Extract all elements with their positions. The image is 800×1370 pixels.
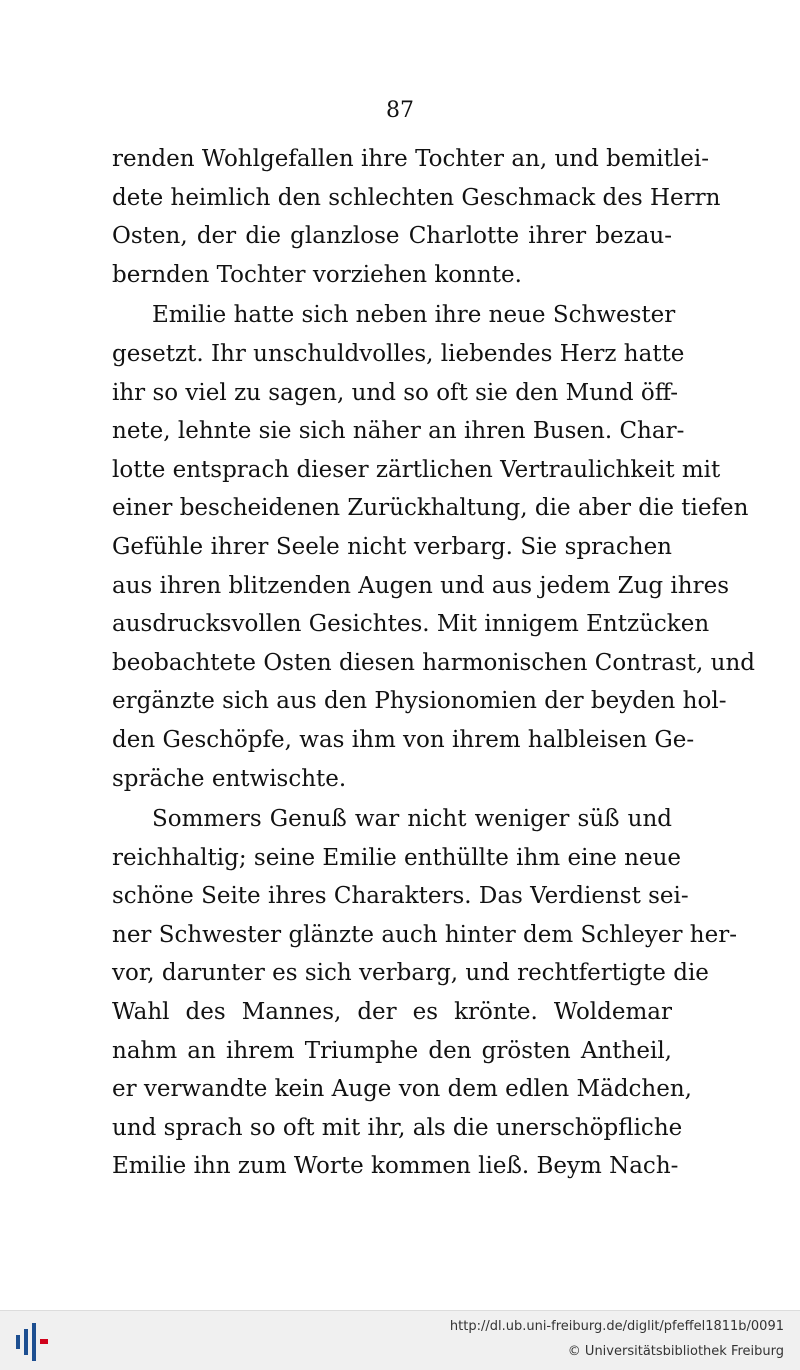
text-line: reichhaltig; seine Emilie enthüllte ihm eine neue xyxy=(112,844,682,871)
text-line: er verwandte kein Auge von dem edlen Mädchen, xyxy=(112,1076,692,1103)
text-line: ner Schwester glänzte auch hinter dem Schleyer her- xyxy=(112,921,737,948)
text-line: ihr so viel zu sagen, und so oft sie den Mund öff- xyxy=(112,379,679,406)
text-line: Emilie hatte sich neben ihre neue Schwester xyxy=(152,302,676,329)
text-line: ergänzte sich aus den Physionomien der beyden hol- xyxy=(112,688,727,715)
text-line: ausdrucksvollen Gesichtes. Mit innigem Entzücken xyxy=(112,611,710,638)
library-logo-icon xyxy=(12,1321,52,1363)
page-number: 87 xyxy=(386,98,414,123)
copyright-notice: © Universitätsbibliothek Freiburg xyxy=(567,1344,784,1359)
text-line: lotte entsprach dieser zärtlichen Vertraulichkeit mit xyxy=(112,456,721,483)
text-line: Emilie ihn zum Worte kommen ließ. Beym Nach- xyxy=(112,1153,679,1180)
text-line: dete heimlich den schlechten Geschmack des Herrn xyxy=(112,184,721,211)
body-text xyxy=(112,140,756,1186)
text-line: einer bescheidenen Zurückhaltung, die aber die tiefen xyxy=(112,495,749,522)
text-line: nete, lehnte sie sich näher an ihren Busen. Char- xyxy=(112,418,685,445)
text-line: spräche entwischte. xyxy=(112,765,347,792)
text-line: nahm an ihrem Triumphe den grösten Antheil, xyxy=(112,1037,672,1064)
text-line: schöne Seite ihres Charakters. Das Verdienst sei- xyxy=(112,883,689,910)
text-line: aus ihren blitzenden Augen und aus jedem Zug ihres xyxy=(112,572,730,599)
text-line: Sommers Genuß war nicht weniger süß und xyxy=(152,806,672,833)
text-line: Osten, der die glanzlose Charlotte ihrer bezau- xyxy=(112,223,672,250)
text-line: Gefühle ihrer Seele nicht verbarg. Sie sprachen xyxy=(112,533,672,560)
text-line: gesetzt. Ihr unschuldvolles, liebendes Herz hatte xyxy=(112,340,685,367)
footer-bar xyxy=(0,1310,800,1370)
source-url[interactable]: http://dl.ub.uni-freiburg.de/diglit/pfeffel1811b/0091 xyxy=(449,1319,784,1334)
text-line: renden Wohlgefallen ihre Tochter an, und bemitlei- xyxy=(112,146,709,172)
text-line: Wahl des Mannes, der es krönte. Woldemar xyxy=(112,999,672,1026)
text-line: bernden Tochter vorziehen konnte. xyxy=(112,261,522,288)
text-line: vor, darunter es sich verbarg, und rechtfertigte die xyxy=(112,960,709,987)
text-line: beobachtete Osten diesen harmonischen Contrast, und xyxy=(112,649,756,676)
text-line: den Geschöpfe, was ihm von ihrem halbleisen Ge- xyxy=(112,726,695,753)
text-line: und sprach so oft mit ihr, als die unerschöpfliche xyxy=(112,1114,683,1141)
